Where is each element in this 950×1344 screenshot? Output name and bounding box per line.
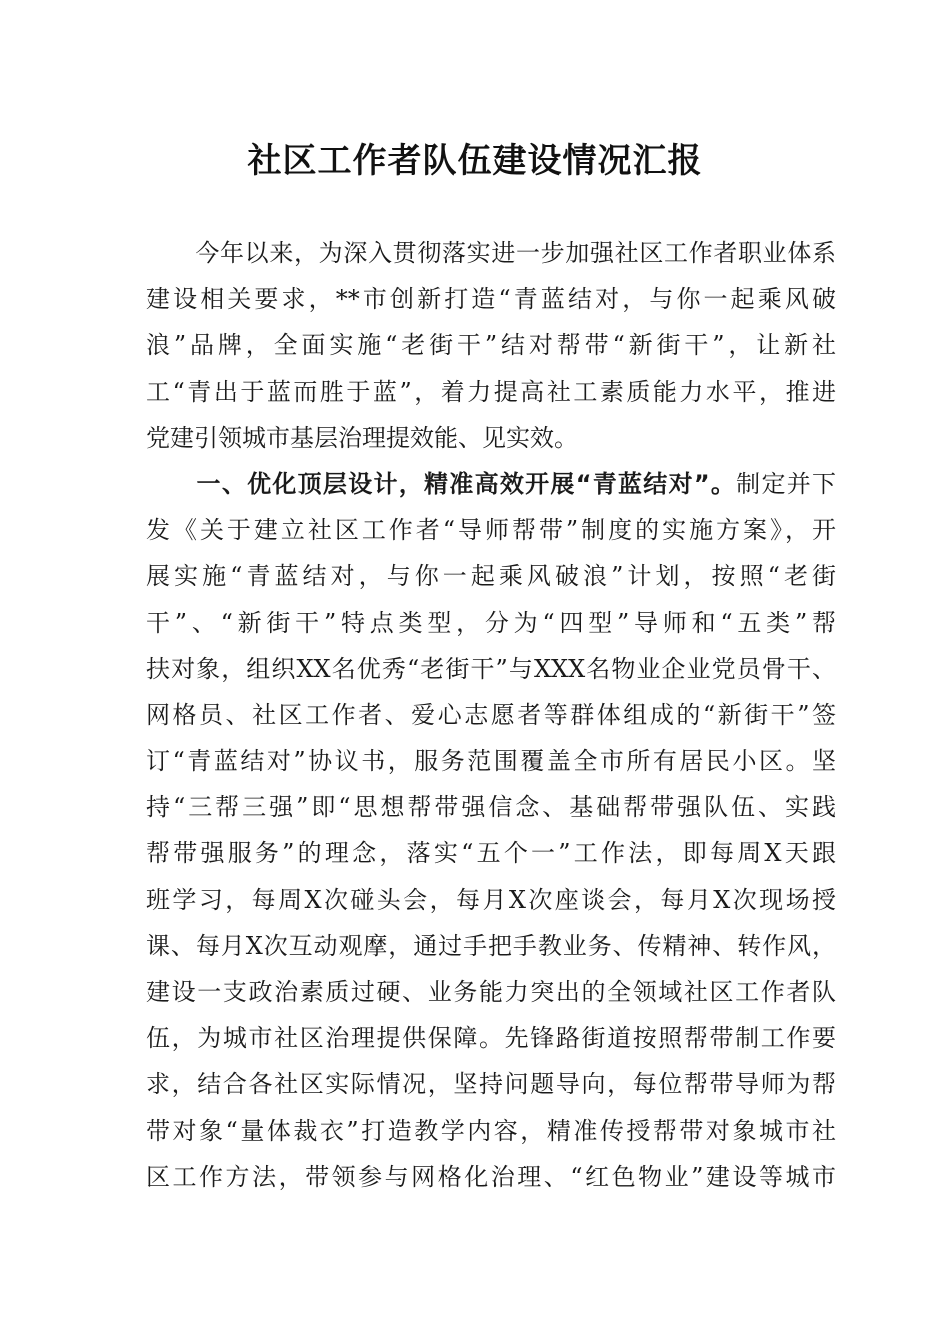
paragraph-line: 发《关于建立社区工作者“导师帮带”制度的实施方案》，开 — [146, 516, 836, 545]
paragraph-line: 党建引领城市基层治理提效能、见实效。 — [146, 423, 578, 452]
paragraph-line: 干”、“新街干”特点类型，分为“四型”导师和“五类”帮 — [146, 608, 836, 637]
paragraph-line: 区工作方法，带领参与网格化治理、“红色物业”建设等城市 — [146, 1162, 836, 1191]
paragraph-line: 伍，为城市社区治理提供保障。先锋路街道按照帮带制工作要 — [146, 1024, 836, 1053]
paragraph-line: 浪”品牌，全面实施“老街干”结对帮带“新街干”，让新社 — [146, 331, 836, 360]
paragraph-line: 今年以来，为深入贯彻落实进一步加强社区工作者职业体系 — [146, 239, 836, 267]
paragraph-line: 求，结合各社区实际情况，坚持问题导向，每位帮带导师为帮 — [146, 1070, 836, 1099]
paragraph-line: 帮带强服务”的理念，落实“五个一”工作法，即每周X天跟 — [146, 839, 836, 868]
paragraph-line: 持“三帮三强”即“思想帮带强信念、基础帮带强队伍、实践 — [146, 793, 836, 822]
paragraph-line: 工“青出于蓝而胜于蓝”，着力提高社工素质能力水平，推进 — [146, 377, 836, 406]
paragraph-line: 带对象“量体裁衣”打造教学内容，精准传授帮带对象城市社 — [146, 1116, 836, 1145]
paragraph-line: 网格员、社区工作者、爱心志愿者等群体组成的“新街干”签 — [146, 700, 836, 729]
paragraph-line: 班学习，每周X次碰头会，每月X次座谈会，每月X次现场授 — [146, 885, 836, 914]
paragraph-line: 建设一支政治素质过硬、业务能力突出的全领域社区工作者队 — [146, 978, 836, 1006]
paragraph-line: 扶对象，组织XX名优秀“老街干”与XXX名物业企业党员骨干、 — [146, 654, 836, 683]
document-body — [146, 230, 836, 1200]
section-heading-line — [146, 461, 836, 507]
paragraph-line: 课、每月X次互动观摩，通过手把手教业务、传精神、转作风， — [146, 931, 836, 960]
section-heading-rest: 制定并下 — [736, 469, 836, 498]
paragraph-line: 订“青蓝结对”协议书，服务范围覆盖全市所有居民小区。坚 — [146, 747, 836, 776]
section-heading: 一、优化顶层设计，精准高效开展“青蓝结对”。 — [146, 469, 737, 498]
document-title: 社区工作者队伍建设情况汇报 — [247, 141, 703, 181]
paragraph-line: 展实施“青蓝结对，与你一起乘风破浪”计划，按照“老街 — [146, 562, 836, 591]
paragraph-line: 建设相关要求，**市创新打造“青蓝结对，与你一起乘风破 — [146, 285, 836, 314]
